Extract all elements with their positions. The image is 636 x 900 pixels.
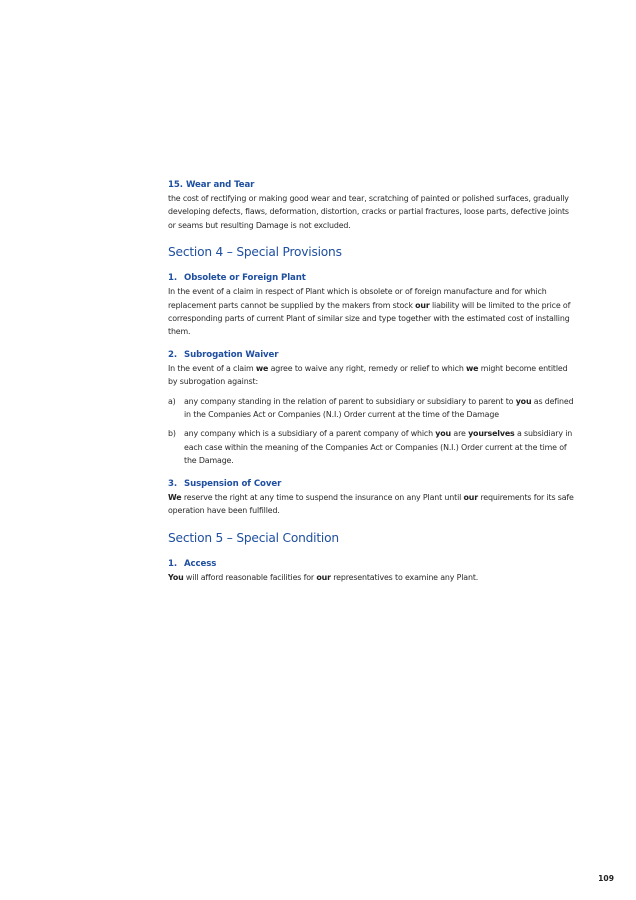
clause-suspension-of-cover [168, 478, 578, 518]
body-text: will afford reasonable facilities for [183, 572, 317, 582]
list-marker: a) [168, 396, 176, 406]
section-5-title: Section 5 – Special Condition [168, 530, 339, 545]
defined-term: we [466, 363, 479, 373]
list-item [168, 395, 578, 422]
body-text: In the event of a claim in respect of Plant which is obsolete or of foreign manufacture and for which replacement parts cannot be supplied by the makers from stock [168, 287, 547, 310]
body-text: might become entitled by subrogation against: [168, 363, 568, 387]
clause-body [168, 491, 578, 518]
body-text: requirements for its safe operation have been fulfilled. [168, 492, 574, 516]
body-text: reserve the right at any time to suspend the insurance on any Plant until [181, 492, 464, 502]
body-text: are [451, 429, 469, 439]
clause-subrogation-waiver [168, 349, 578, 468]
body-text: any company standing in the relation of parent to subsidiary or subsidiary to parent to [184, 396, 516, 406]
clause-number: 1. [168, 558, 178, 569]
clause-number: 1. [168, 273, 178, 284]
section-4-title: Section 4 – Special Provisions [168, 245, 342, 260]
list-item-text [184, 427, 578, 467]
clause-title: Access [184, 558, 217, 569]
defined-term: You [168, 572, 184, 582]
list-item-text [184, 395, 578, 422]
document-body [168, 179, 578, 584]
defined-term: our [463, 492, 478, 502]
body-text: representatives to examine any Plant. [330, 572, 479, 582]
defined-term: you [515, 396, 532, 406]
body-text: a subsidiary in each case within the meaning of the Companies Act or Companies (N.I.) Order current at the time of the Damage. [184, 429, 573, 466]
defined-term: our [316, 572, 331, 582]
list-item [168, 427, 578, 467]
defined-term: We [168, 492, 182, 502]
clause-heading [168, 272, 578, 285]
clause-title: Wear and Tear [185, 180, 255, 190]
body-text: as defined in the Companies Act or Companies (N.I.) Order current at the time of the Damage [184, 396, 574, 420]
body-text: agree to waive any right, remedy or relief to which [268, 363, 467, 373]
page-number: 109 [598, 874, 614, 883]
subrogation-list [168, 395, 578, 468]
defined-term: we [255, 363, 269, 373]
body-text: In the event of a claim [168, 363, 256, 373]
defined-term: our [415, 300, 430, 310]
clause-body [168, 571, 578, 584]
clause-obsolete-foreign-plant [168, 272, 578, 339]
body-text: liability will be limited to the price of corresponding parts of current Plant of similar size and type together with the estimated cost of installing them. [168, 300, 571, 337]
clause-number: 15. [168, 180, 183, 190]
clause-wear-and-tear [168, 179, 578, 232]
body-text: any company which is a subsidiary of a parent company of which [184, 429, 436, 439]
clause-body [168, 362, 578, 389]
list-marker: b) [168, 429, 176, 439]
clause-title: Suspension of Cover [184, 478, 282, 489]
clause-title: Subrogation Waiver [184, 349, 279, 360]
clause-number: 3. [168, 478, 178, 489]
clause-access [168, 558, 578, 584]
clause-number: 2. [168, 349, 178, 360]
clause-heading [168, 478, 578, 491]
clause-title: Obsolete or Foreign Plant [184, 273, 306, 284]
clause-heading [168, 179, 578, 192]
defined-term: you [435, 429, 452, 439]
clause-body [168, 285, 578, 339]
defined-term: yourselves [468, 429, 515, 439]
clause-heading [168, 349, 578, 362]
clause-heading [168, 558, 578, 571]
clause-body: the cost of rectifying or making good wear and tear, scratching of painted or polished surfaces, gradually developing defects, flaws, deformation, distortion, cracks or partial fractures, loose parts, defective joints or seams but resulting Damage is not excluded. [168, 194, 569, 230]
